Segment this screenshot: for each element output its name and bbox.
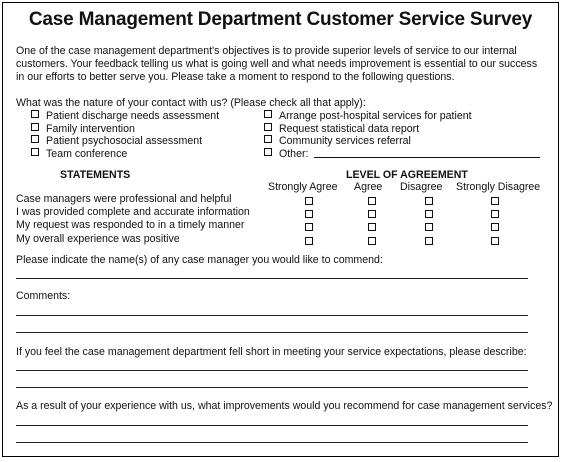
short-prompt: If you feel the case management department fell short in meeting your service expectations, please describe: (16, 346, 527, 358)
write-in-line[interactable] (16, 315, 528, 316)
checkbox-icon[interactable] (264, 148, 272, 156)
agreement-checkbox[interactable] (425, 197, 433, 205)
contact-option[interactable] (264, 110, 540, 123)
contact-option[interactable] (31, 110, 219, 123)
agreement-checkbox[interactable] (425, 223, 433, 231)
checkbox-icon[interactable] (31, 110, 39, 118)
statements-list (16, 193, 250, 246)
statement-row: My request was responded to in a timely manner (16, 219, 245, 232)
agreement-checkbox[interactable] (368, 210, 376, 218)
agreement-checkbox[interactable] (491, 223, 499, 231)
contact-option[interactable] (264, 135, 540, 148)
contact-option-other[interactable] (264, 148, 540, 161)
write-in-line[interactable] (16, 425, 528, 426)
checkbox-icon[interactable] (264, 135, 272, 143)
checkbox-icon[interactable] (264, 123, 272, 131)
intro-paragraph: One of the case management department's objectives is to provide superior levels of service to our internal customers. Your feedback telling us what is going well and what needs improvement is essential to our success in our efforts to better serve you. Please take a moment to respond to the following questions. (16, 45, 538, 83)
agreement-checkbox[interactable] (491, 210, 499, 218)
statement-row: Case managers were professional and helpful (16, 193, 232, 205)
contact-option-label: Community services referral (279, 135, 411, 148)
agreement-checkbox[interactable] (368, 237, 376, 245)
statement-row: I was provided complete and accurate information (16, 206, 250, 219)
agreement-checkbox[interactable] (305, 223, 313, 231)
contact-option[interactable] (31, 135, 219, 148)
survey-title: Case Management Department Customer Service Survey (28, 9, 533, 30)
commend-prompt: Please indicate the name(s) of any case manager you would like to commend: (16, 254, 383, 266)
survey-form (2, 2, 559, 457)
scale-agree: Agree (354, 181, 383, 193)
other-write-in-line[interactable] (314, 148, 540, 158)
comments-prompt: Comments: (16, 290, 71, 302)
checkbox-icon[interactable] (31, 148, 39, 156)
contact-option-label: Request statistical data report (279, 122, 420, 135)
scale-disagree: Disagree (400, 181, 443, 193)
contact-option[interactable] (264, 123, 540, 136)
contact-option-label: Patient discharge needs assessment (46, 110, 220, 122)
agreement-checkbox[interactable] (368, 223, 376, 231)
write-in-line[interactable] (16, 278, 528, 279)
scale-strongly-agree: Strongly Agree (268, 181, 338, 193)
checkbox-icon[interactable] (31, 135, 39, 143)
write-in-line[interactable] (16, 370, 528, 371)
contact-option-label: Team conference (46, 147, 128, 160)
statement-row: My overall experience was positive (16, 232, 180, 245)
agreement-checkbox[interactable] (368, 197, 376, 205)
statements-header: STATEMENTS (60, 169, 131, 181)
contact-option-label: Patient psychosocial assessment (46, 135, 203, 148)
contact-option-label: Other: (279, 147, 309, 160)
contact-options-right (264, 110, 540, 160)
contact-option-label: Arrange post-hospital services for patient (279, 110, 472, 122)
checkbox-icon[interactable] (31, 123, 39, 131)
agreement-checkbox[interactable] (425, 237, 433, 245)
agreement-checkbox[interactable] (305, 197, 313, 205)
agreement-checkbox[interactable] (491, 197, 499, 205)
agreement-header: LEVEL OF AGREEMENT (346, 169, 468, 181)
agreement-checkbox[interactable] (305, 237, 313, 245)
contact-option-label: Family intervention (46, 122, 135, 135)
scale-strongly-disagree: Strongly Disagree (456, 181, 541, 193)
contact-question: What was the nature of your contact with us? (Please check all that apply): (16, 97, 366, 109)
improve-prompt: As a result of your experience with us, what improvements would you recommend for case management services? (16, 400, 553, 412)
checkbox-icon[interactable] (264, 110, 272, 118)
agreement-checkbox[interactable] (305, 210, 313, 218)
agreement-checkbox[interactable] (425, 210, 433, 218)
contact-options-left (31, 110, 219, 160)
write-in-line[interactable] (16, 332, 528, 333)
write-in-line[interactable] (16, 387, 528, 388)
agreement-checkbox[interactable] (491, 237, 499, 245)
contact-option[interactable] (31, 148, 219, 161)
contact-option[interactable] (31, 123, 219, 136)
write-in-line[interactable] (16, 442, 528, 443)
